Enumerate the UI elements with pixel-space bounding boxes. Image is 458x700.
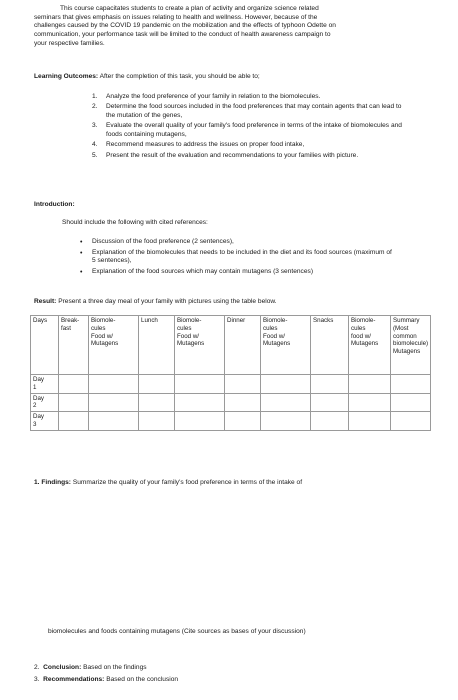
outcome-text: Present the result of the evaluation and recommendations to your families with picture. xyxy=(106,151,359,159)
table-cell[interactable] xyxy=(391,393,431,412)
recommendations-number: 3. xyxy=(34,676,40,683)
table-cell[interactable] xyxy=(311,375,349,394)
findings-instruction xyxy=(34,479,302,488)
outcome-text: Evaluate the overall quality of your family's food preference in terms of the intake of biomolecules and foods containing mutagens, xyxy=(106,122,402,138)
bullet-item xyxy=(80,248,392,266)
bullet-text: Explanation of the food sources which may contain mutagens (3 sentences) xyxy=(92,268,314,276)
table-cell[interactable] xyxy=(139,412,175,431)
header-lunch: Lunch xyxy=(139,316,175,375)
result-label: Result: xyxy=(34,298,57,305)
bullet-icon: • xyxy=(80,239,83,246)
table-cell[interactable] xyxy=(261,375,311,394)
bullet-item xyxy=(80,238,392,247)
outcome-number: 4. xyxy=(92,141,98,149)
table-row xyxy=(31,393,431,412)
outcome-text: Recommend measures to address the issues on proper food intake, xyxy=(106,141,305,149)
table-cell[interactable] xyxy=(225,393,261,412)
introduction-lead: Should include the following with cited references: xyxy=(62,219,208,226)
conclusion-text: Based on the findings xyxy=(81,664,147,671)
header-snacks: Snacks xyxy=(311,316,349,375)
bullet-text: Discussion of the food preference (2 sentences), xyxy=(92,238,234,245)
table-cell[interactable] xyxy=(175,412,225,431)
intro-line: This course capacitates students to create a plan of activity and organize science related xyxy=(60,5,319,12)
table-cell[interactable] xyxy=(89,412,139,431)
table-cell[interactable] xyxy=(59,393,89,412)
day-cell: Day 1 xyxy=(31,375,59,394)
table-cell[interactable] xyxy=(261,412,311,431)
header-dinner: Dinner xyxy=(225,316,261,375)
bullet-icon: • xyxy=(80,269,83,277)
outcome-number: 1. xyxy=(92,93,98,100)
outcome-text: Analyze the food preference of your family in relation to the biomolecules. xyxy=(106,93,321,100)
bullet-text: Explanation of the biomolecules that needs to be included in the diet and its food sources (maximum of 5 sentences), xyxy=(92,248,392,265)
learning-outcomes-label: Learning Outcomes: xyxy=(34,73,99,80)
result-instruction xyxy=(34,298,277,307)
outcome-item xyxy=(92,93,406,102)
result-text: Present a three day meal of your family with pictures using the table below. xyxy=(56,298,277,305)
header-lunch-biomolecules: Biomole- cules Food w/ Mutagens xyxy=(175,316,225,375)
header-breakfast-biomolecules: Biomole- cules Food w/ Mutagens xyxy=(89,316,139,375)
table-cell[interactable] xyxy=(89,375,139,394)
table-cell[interactable] xyxy=(349,393,391,412)
header-breakfast: Break- fast xyxy=(59,316,89,375)
outcome-number: 3. xyxy=(92,122,98,130)
introduction-heading: Introduction: xyxy=(34,201,75,208)
table-cell[interactable] xyxy=(175,393,225,412)
intro-line: your respective families. xyxy=(34,39,105,47)
introduction-bullets xyxy=(80,238,392,279)
outcome-text: Determine the food sources included in the food preferences that may contain agents that can lead to the mutation of the genes, xyxy=(106,103,402,119)
table-cell[interactable] xyxy=(391,375,431,394)
findings-label: 1. Findings: xyxy=(34,479,71,486)
table-cell[interactable] xyxy=(89,393,139,412)
table-cell[interactable] xyxy=(59,412,89,431)
table-cell[interactable] xyxy=(139,393,175,412)
table-cell[interactable] xyxy=(59,375,89,394)
findings-continuation: biomolecules and foods containing mutagens (Cite sources as bases of your discussion) xyxy=(48,628,306,635)
intro-line: challenges caused by the COVID 19 pandemic on the mobilization and the effects of typhoon Odette on xyxy=(34,22,336,30)
conclusion-instruction xyxy=(34,664,147,673)
bullet-item xyxy=(80,268,392,277)
day-cell: Day 3 xyxy=(31,412,59,431)
table-cell[interactable] xyxy=(311,412,349,431)
recommendations-label: Recommendations: xyxy=(43,676,105,683)
table-cell[interactable] xyxy=(311,393,349,412)
intro-line: seminars that gives emphasis on issues relating to health and wellness. However, because of the xyxy=(34,13,318,21)
table-cell[interactable] xyxy=(175,375,225,394)
recommendations-instruction xyxy=(34,676,178,685)
table-cell[interactable] xyxy=(261,393,311,412)
conclusion-label: Conclusion: xyxy=(43,664,82,671)
intro-paragraph xyxy=(34,5,414,49)
outcome-item xyxy=(92,151,406,161)
outcome-item xyxy=(92,122,406,139)
table-row xyxy=(31,375,431,394)
outcome-item xyxy=(92,141,406,150)
table-cell[interactable] xyxy=(349,412,391,431)
outcome-number: 5. xyxy=(92,151,98,159)
table-cell[interactable] xyxy=(391,412,431,431)
findings-text: Summarize the quality of your family's food preference in terms of the intake of xyxy=(71,479,303,486)
outcome-number: 2. xyxy=(92,103,98,111)
table-cell[interactable] xyxy=(349,375,391,394)
header-snacks-biomolecules: Biomole- cules food w/ Mutagens xyxy=(349,316,391,375)
learning-outcomes-list xyxy=(92,93,406,162)
table-row xyxy=(31,412,431,431)
day-cell: Day 2 xyxy=(31,393,59,412)
table-cell[interactable] xyxy=(225,375,261,394)
recommendations-text: Based on the conclusion xyxy=(104,676,179,683)
header-days: Days xyxy=(31,316,59,375)
conclusion-number: 2. xyxy=(34,664,40,671)
table-header-row xyxy=(31,316,431,375)
intro-line: communication, your performance task will be limited to the conduct of health awareness campaign to xyxy=(34,31,331,39)
header-dinner-biomolecules: Biomole- cules Food w/ Mutagens xyxy=(261,316,311,375)
table-cell[interactable] xyxy=(139,375,175,394)
outcome-item xyxy=(92,103,406,120)
header-summary: Summary (Most common biomolecule) Mutagens xyxy=(391,316,431,375)
table-cell[interactable] xyxy=(225,412,261,431)
learning-outcomes-lead: After the completion of this task, you should be able to; xyxy=(98,73,260,80)
learning-outcomes-heading xyxy=(34,73,414,82)
meal-plan-table xyxy=(30,315,431,431)
bullet-icon: • xyxy=(80,249,83,257)
